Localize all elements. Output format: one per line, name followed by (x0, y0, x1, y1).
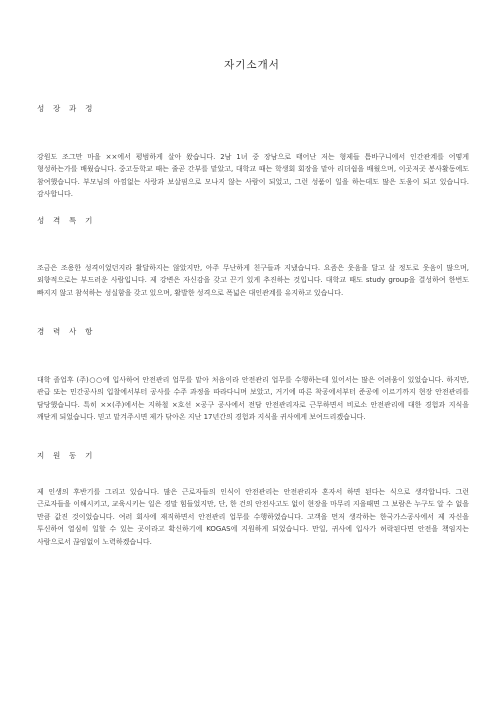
section-body-growth: 강원도 조그만 마을 ××에서 평범하게 살아 왔습니다. 2남 1녀 중 장남으로 태어난 저는 형제들 틈바구니에서 인간관계를 어떻게 형성하는가를 배웠습니다. 중고등학교 때는 줄곧 간부를 맡았고, 대학교 때는 학생회 회장을 맡아 리더쉽을 배웠으며, 이곳저곳 봉사활동에도 참여했습니다. 부모님의 아낌없는 사랑과 보살핌으로 모나지 않는 사람이 되었고, 그런 성품이 일을 하는데도 많은 도움이 되고 있습니다. 감사합니다. (37, 153, 469, 199)
section-body-personality: 조금은 조용한 성격이었던지라 활달하지는 않았지만, 아주 무난하게 친구들과 지냈습니다. 요즘은 웃음을 달고 살 정도로 웃음이 많으며, 외향적으로는 부드러운 사람입니다. 제 강변은 자신감을 갖고 끈기 있게 추진하는 것입니다. 대학교 때도 study group을 결성하여 한번도 빠지지 않고 참석하는 성실함을 갖고 있으며, 활발한 성격으로 폭넓은 대인관계를 유지하고 있습니다. (37, 264, 469, 297)
section-heading-growth: 성 장 과 정 (37, 104, 96, 113)
section-heading-career: 경 력 사 항 (37, 327, 96, 336)
section-heading-personality: 성 격 특 기 (37, 216, 96, 225)
section-heading-motivation: 지 원 동 기 (37, 451, 96, 460)
page-title: 자기소개서 (224, 59, 280, 71)
section-body-career: 대학 졸업후 (주)○○에 입사하여 안전관리 업무를 맡아 처음이라 안전관리 업무를 수행하는데 있어서는 많은 어려움이 있었습니다. 하지만, 관급 또는 민간공사의 입찰에서부터 공사를 수주 과정을 따라다니며 보았고, 거기에 따른 착공에서부터 준공에 이르기까지 현장 안전관리를 담당했습니다. 특히 ××(주)에서는 지하철 ×호선 ×공구 공사에서 전담 안전관리자로 근무하면서 비로소 안전관리에 대한 경험과 지식을 깨닫게 되었습니다. 믿고 맡겨주시면 제가 닦아온 지난 17년간의 경험과 지식을 귀사에게 보여드리겠습니다. (37, 376, 469, 422)
section-body-motivation: 제 인생의 후반기를 그리고 있습니다. 많은 근로자들의 인식이 안전관리는 안전관리자 혼자서 하면 된다는 식으로 생각합니다. 그런 근로자들을 이해시키고, 교육시키는 일은 경말 힘들었지만, 단, 한 건의 안전사고도 없이 현장을 마무리 지을때면 그 보람은 누구도 알 수 없을 만큼 값진 것이었습니다. 여러 회사에 재직하면서 안전관리 업무를 수행하였습니다. 고객을 먼저 생각하는 한국가스공사에서 제 자신을 투신하여 열심히 일할 수 있는 곳이라고 확신하기에 KOGAS에 지원하게 되었습니다. 만일, 귀사에 입사가 허락된다면 안전을 책임지는 사람으로서 끊임없이 노력하겠습니다. (37, 488, 469, 546)
